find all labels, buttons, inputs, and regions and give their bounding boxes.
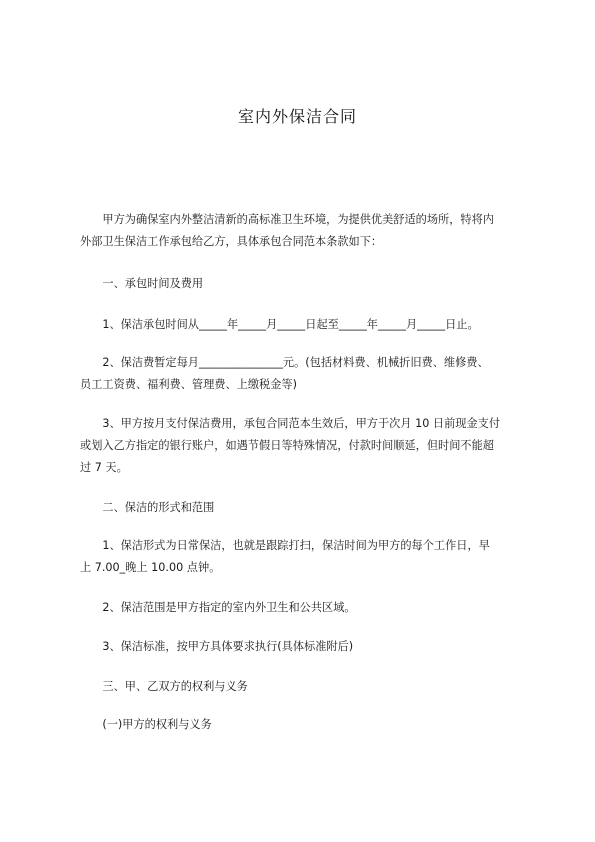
clause-1-3-line-1: 3、甲方按月支付保洁费用，承包合同范本生效后，甲方于次月 10 日前现金支付 (80, 417, 501, 430)
clause-2-2: 2、保洁范围是甲方指定的室内外卫生和公共区域。 (80, 601, 356, 614)
clause-1-2-line-1: 2、保洁费暂定每月_______________元。(包括材料费、机械折旧费、维修费、 (80, 356, 489, 369)
clause-1-3-line-3: 过 7 天。 (80, 461, 128, 474)
section-1-heading: 一、承包时间及费用 (80, 277, 204, 290)
section-3-subheading-1: (一)甲方的权利与义务 (80, 718, 212, 731)
clause-2-1-line-2: 上 7.00_晚上 10.00 点钟。 (80, 561, 221, 574)
document-title: 室内外保洁合同 (237, 107, 357, 126)
clause-2-1-line-1: 1、保洁形式为日常保洁，也就是跟踪打扫，保洁时间为甲方的每个工作日，早 (80, 539, 490, 552)
clause-2-3: 3、保洁标准，按甲方具体要求执行(具体标准附后) (80, 640, 354, 653)
clause-1-3-line-2: 或划入乙方指定的银行账户，如遇节假日等特殊情况，付款时间顺延，但时间不能超 (80, 439, 494, 452)
intro-line-1: 甲方为确保室内外整洁清新的高标准卫生环境，为提供优美舒适的场所，特将内 (80, 213, 494, 226)
clause-1-2-line-2: 员工工资费、福利费、管理费、上缴税金等) (80, 378, 297, 391)
intro-line-2: 外部卫生保洁工作承包给乙方，具体承包合同范本条款如下： (80, 235, 383, 248)
section-2-heading: 二、保洁的形式和范围 (80, 501, 215, 514)
section-3-heading: 三、甲、乙双方的权利与义务 (80, 680, 248, 693)
clause-1-1: 1、保洁承包时间从_____年_____月_____日起至_____年_____月_____日止。 (80, 318, 479, 331)
